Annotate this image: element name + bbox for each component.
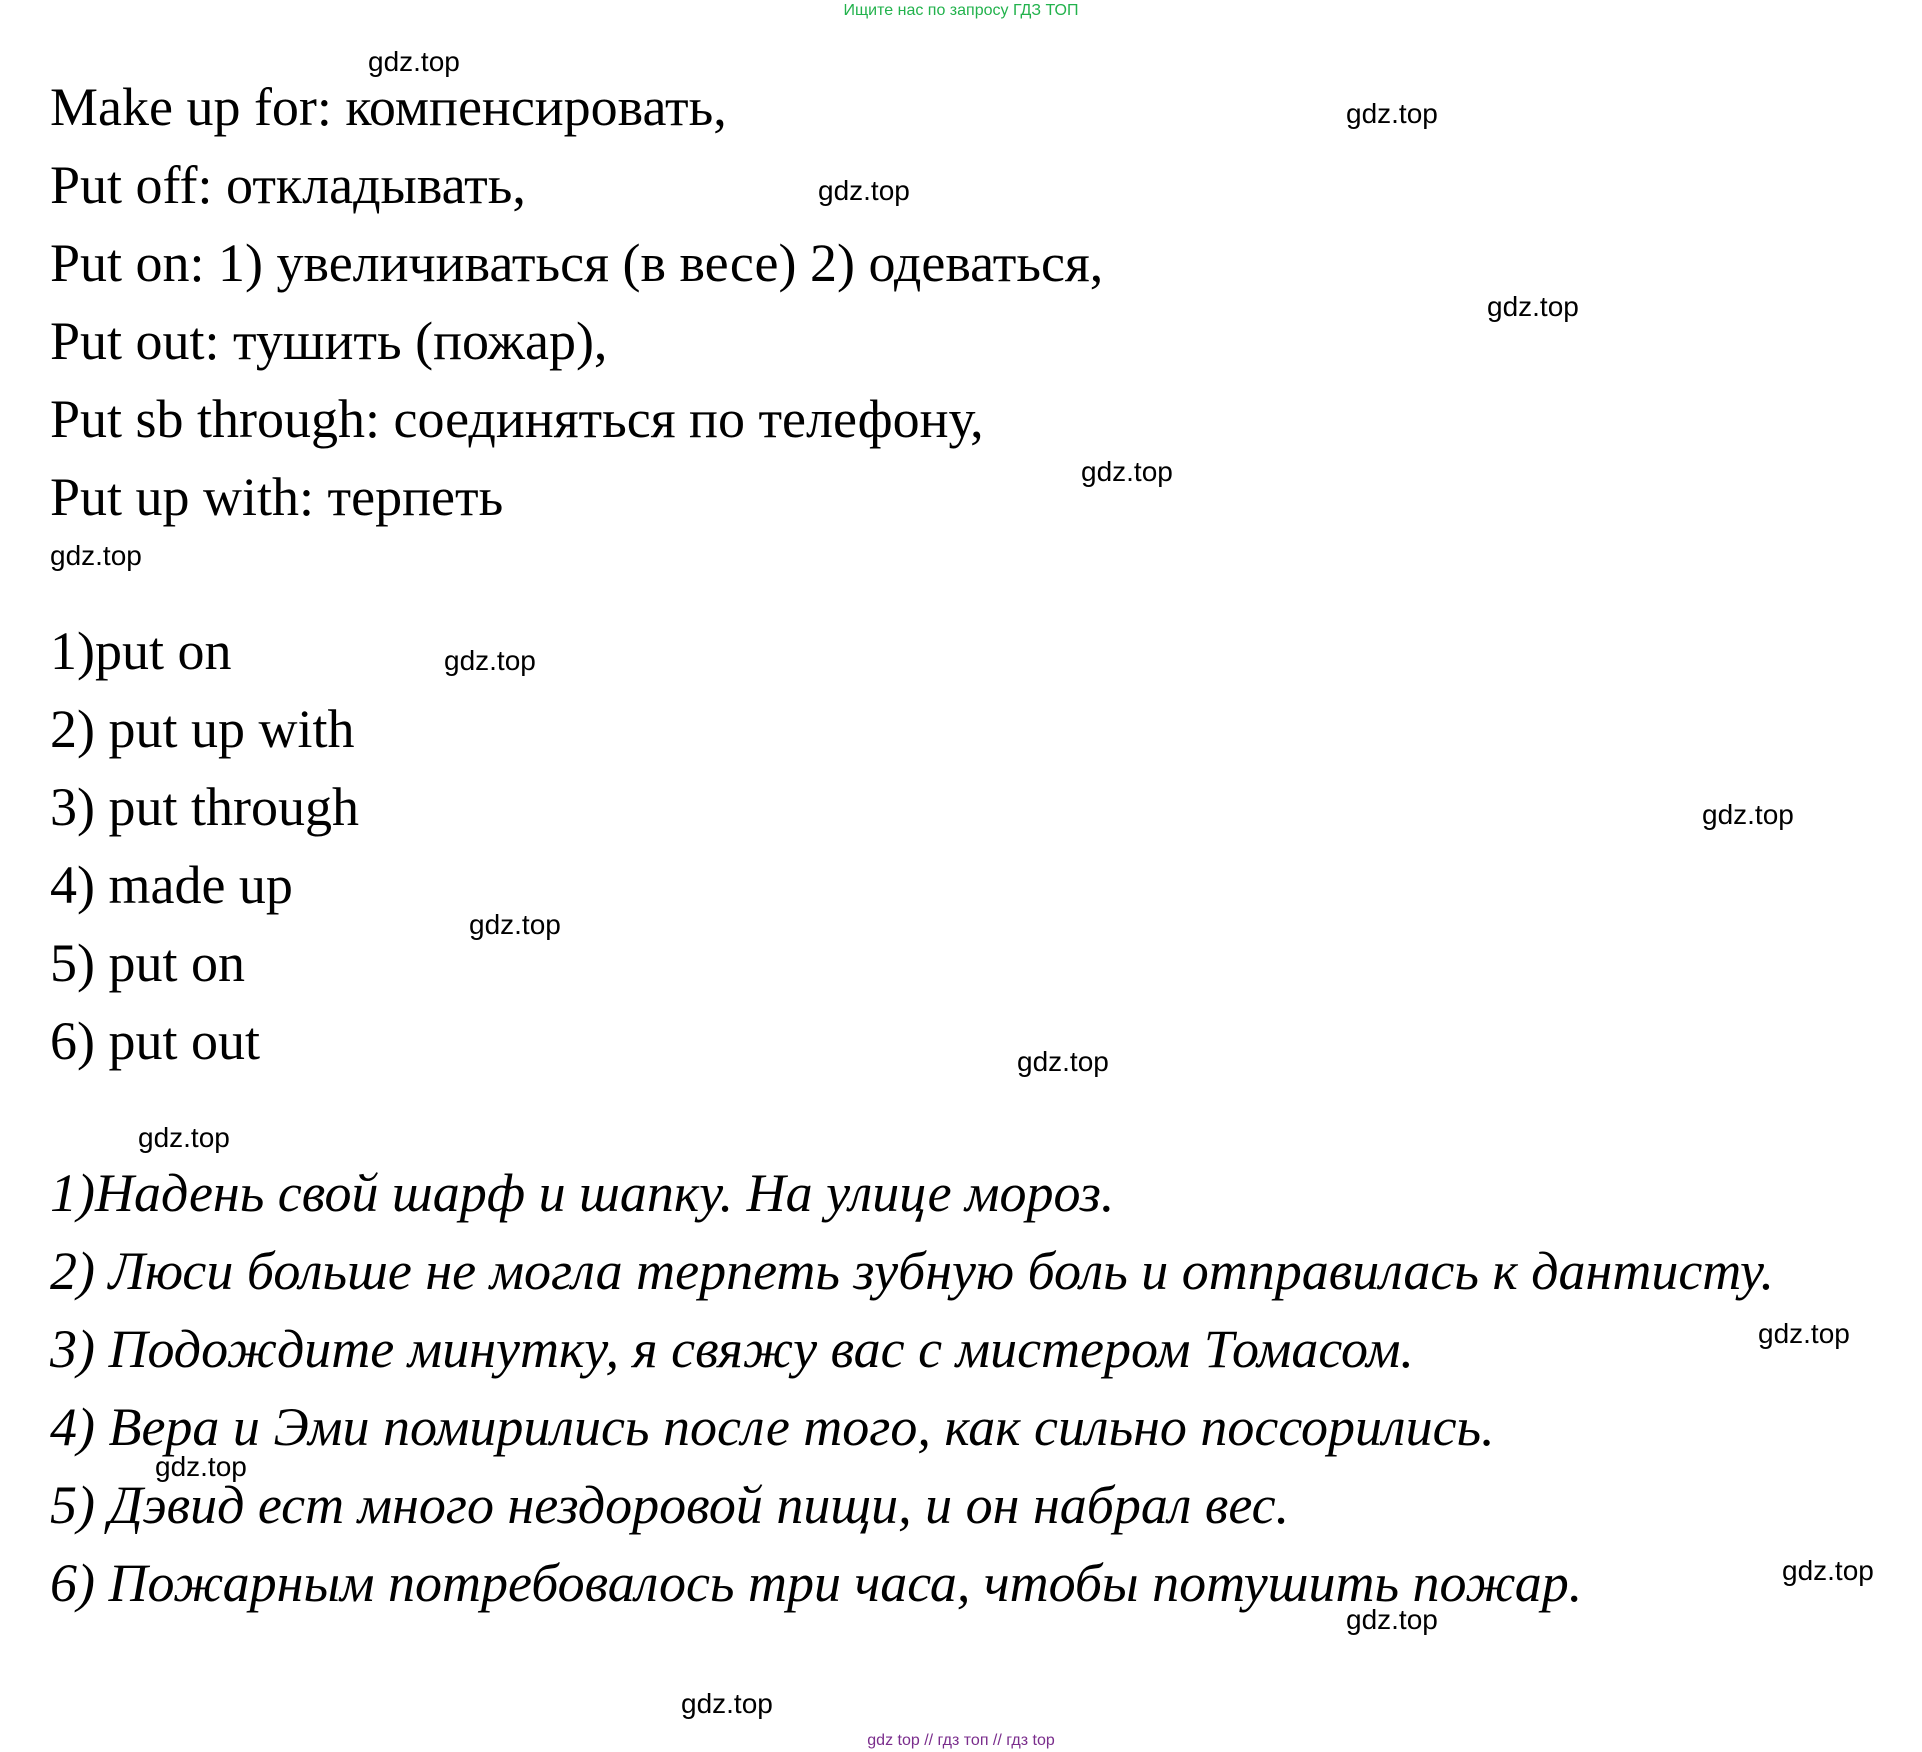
glossary-item: Put on: 1) увеличиваться (в весе) 2) одеваться, <box>50 233 1104 293</box>
watermark: gdz.top <box>1017 1046 1109 1077</box>
watermark: gdz.top <box>1081 456 1173 487</box>
glossary-item: Make up for: компенсировать, <box>50 77 727 137</box>
glossary-item: Put out: тушить (пожар), <box>50 311 608 371</box>
watermark: gdz.top <box>368 46 460 77</box>
watermark: gdz.top <box>469 909 561 940</box>
watermark: gdz.top <box>138 1122 230 1153</box>
translation-item: 6) Пожарным потребовалось три часа, чтобы потушить пожар. <box>50 1553 1583 1613</box>
watermark: gdz.top <box>1758 1318 1850 1349</box>
answer-item: 1)put on <box>50 621 232 681</box>
watermark: gdz.top <box>1346 98 1438 129</box>
watermark: gdz.top <box>1487 291 1579 322</box>
translation-item: 4) Вера и Эми помирились после того, как сильно поссорились. <box>50 1397 1495 1457</box>
watermark: gdz.top <box>818 175 910 206</box>
watermark: gdz.top <box>681 1688 773 1719</box>
translation-item: 1)Надень свой шарф и шапку. На улице мороз. <box>50 1163 1115 1223</box>
watermark: gdz.top <box>155 1451 247 1482</box>
translations-list <box>50 1154 1840 1622</box>
answer-item: 2) put up with <box>50 699 355 759</box>
bottom-banner: gdz top // гдз топ // гдз top <box>867 1732 1055 1749</box>
watermark: gdz.top <box>444 645 536 676</box>
answer-item: 5) put on <box>50 933 245 993</box>
phrasal-verb-glossary <box>50 68 1103 536</box>
top-banner: Ищите нас по запросу ГДЗ ТОП <box>843 2 1079 19</box>
watermark: gdz.top <box>1346 1604 1438 1635</box>
translation-item: 2) Люси больше не могла терпеть зубную боль и отправилась к дантисту. <box>50 1241 1775 1301</box>
glossary-item: Put up with: терпеть <box>50 467 504 527</box>
answers-list <box>50 612 359 1080</box>
watermark: gdz.top <box>1782 1555 1874 1586</box>
translation-item: 5) Дэвид ест много нездоровой пищи, и он набрал вес. <box>50 1475 1290 1535</box>
glossary-item: Put sb through: соединяться по телефону, <box>50 389 984 449</box>
glossary-item: Put off: откладывать, <box>50 155 526 215</box>
translation-item: 3) Подождите минутку, я свяжу вас с мистером Томасом. <box>50 1319 1414 1379</box>
answer-item: 6) put out <box>50 1011 260 1071</box>
answer-item: 3) put through <box>50 777 359 837</box>
answer-item: 4) made up <box>50 855 293 915</box>
watermark: gdz.top <box>1702 799 1794 830</box>
watermark: gdz.top <box>50 540 142 571</box>
